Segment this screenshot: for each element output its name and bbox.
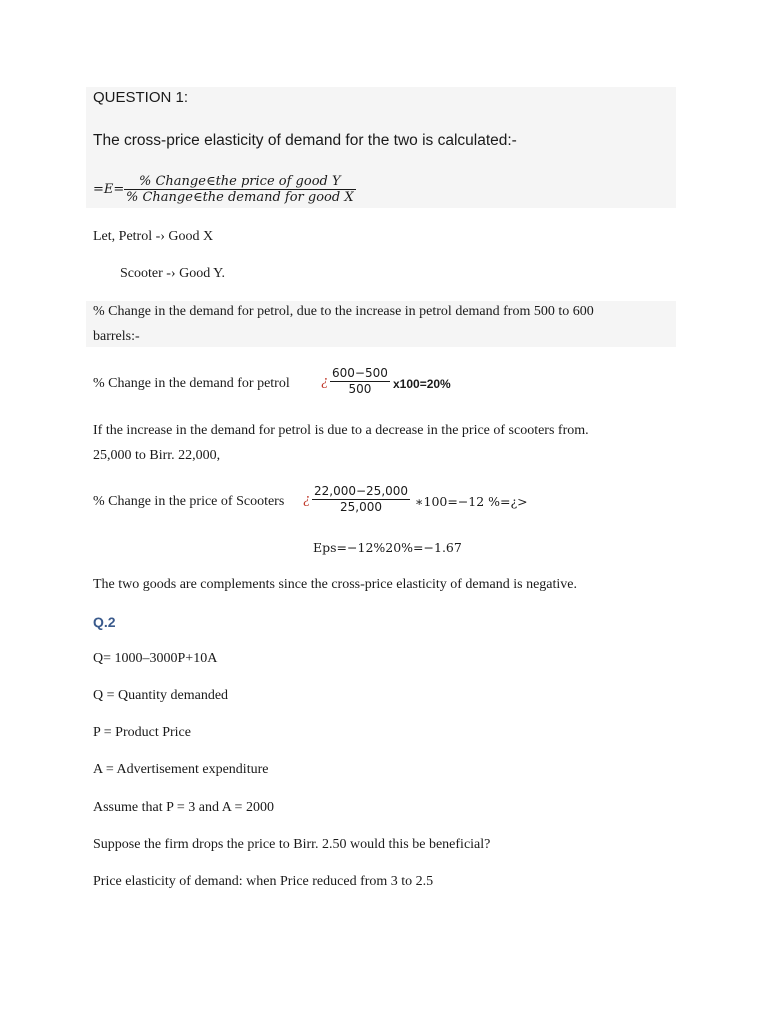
calc1-numerator: 600−500 xyxy=(332,366,388,380)
decrease-line1: If the increase in the demand for petrol is due to a decrease in the price of scooters from. xyxy=(93,423,589,438)
q2-q-definition: Q = Quantity demanded xyxy=(93,688,229,703)
calc2-label: % Change in the price of Scooters xyxy=(93,494,285,509)
q2-assumption: Assume that P = 3 and A = 2000 xyxy=(93,800,274,815)
question1-intro: The cross-price elasticity of demand for the two is calculated:- xyxy=(93,132,517,149)
scooter-line: Scooter -› Good Y. xyxy=(120,266,225,281)
change-demand-text-line2: barrels:- xyxy=(93,329,140,344)
calc2-symbol: ¿ xyxy=(303,491,311,507)
formula-lhs: =E= xyxy=(93,182,125,197)
calc1-fraction xyxy=(330,366,390,397)
decrease-line2: 25,000 to Birr. 22,000, xyxy=(93,448,221,463)
calc2-fraction xyxy=(312,484,410,515)
q2-a-definition: A = Advertisement expenditure xyxy=(93,762,269,777)
q2-p-definition: P = Product Price xyxy=(93,725,191,740)
calc1-result: x100=20% xyxy=(393,377,451,391)
q2-elasticity: Price elasticity of demand: when Price reduced from 3 to 2.5 xyxy=(93,874,434,889)
calc1-label: % Change in the demand for petrol xyxy=(93,376,290,391)
formula-numerator: % Change∈the price of good Y xyxy=(139,174,341,189)
calc2-numerator: 22,000−25,000 xyxy=(314,484,409,498)
q2-suppose: Suppose the firm drops the price to Birr. 2.50 would this be beneficial? xyxy=(93,837,491,852)
calc2-denominator: 25,000 xyxy=(340,500,383,514)
formula-fraction xyxy=(124,174,356,205)
formula-denominator: % Change∈the demand for good X xyxy=(126,190,354,205)
calc1-denominator: 500 xyxy=(348,382,372,396)
calc2-tail: =¿> xyxy=(500,494,528,509)
calc1-symbol: ¿ xyxy=(321,373,329,389)
question1-heading: QUESTION 1: xyxy=(93,89,189,106)
let-line: Let, Petrol -› Good X xyxy=(93,229,214,244)
q2-equation: Q= 1000–3000P+10A xyxy=(93,651,218,666)
eps-result: Eps=−12%20%=−1.67 xyxy=(313,540,462,555)
question2-heading: Q.2 xyxy=(93,614,116,630)
conclusion: The two goods are complements since the cross-price elasticity of demand is negative. xyxy=(93,577,578,592)
change-demand-text-line1: % Change in the demand for petrol, due to the increase in petrol demand from 500 to 600 xyxy=(93,304,594,319)
calc2-result: ∗100=−12 % xyxy=(415,494,501,509)
